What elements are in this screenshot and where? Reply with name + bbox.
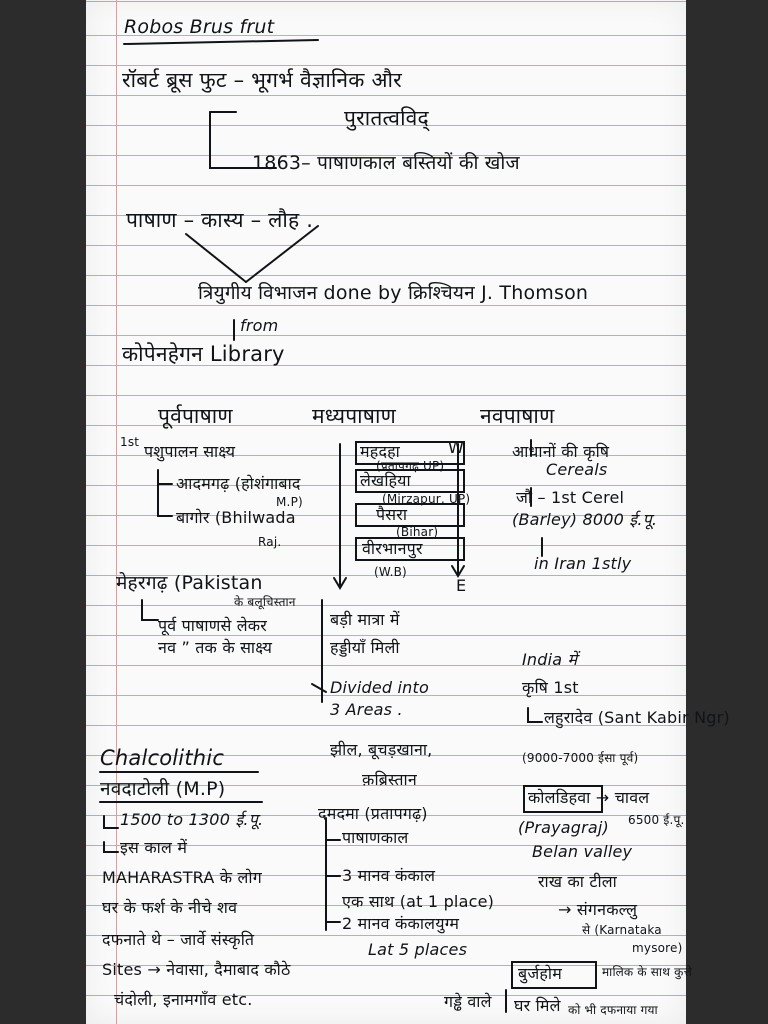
india-line-1: India में [522, 650, 578, 669]
burzahom-line-5: को भी दफनाया गया [568, 1003, 658, 1017]
madhya-site-3-note: (Bihar) [396, 525, 439, 539]
burzahom-line-1: बुर्जहोम [518, 964, 563, 983]
koldihwa-line-3: (Prayagraj) [518, 818, 609, 837]
india-line-2: कृषि 1st [522, 678, 579, 697]
mehrgarh-line-4: नव ” तक के साक्ष्य [158, 638, 273, 657]
nav-line-4: (Barley) 8000 ई.पू. [512, 510, 658, 529]
purv-bracket [158, 470, 172, 516]
mehrgarh-line-1: मेहरगढ़ (Pakistan [116, 572, 263, 594]
damdama-line-3: 3 मानव कंकाल [342, 866, 436, 885]
purv-heading: पशुपालन साक्ष्य [144, 442, 236, 461]
madhya-w-label: W [448, 438, 465, 457]
damdama-line-4: एक साथ (at 1 place) [342, 892, 495, 911]
tri-division: त्रियुगीय विभाजन done by क्रिश्चियन J. Thomson [198, 282, 589, 304]
chalco-arrow-2 [104, 842, 118, 852]
chalco-line-3: 1500 to 1300 ई.पू. [120, 810, 264, 829]
madhya-site-3: पैसरा [376, 505, 408, 524]
chalco-line-5: MAHARASTRA के लोग [102, 868, 262, 887]
madhya-site-4-note: (W.B) [374, 565, 407, 579]
middle-line-5: झील, बूचड़खाना, [330, 740, 433, 759]
india-line-3: लहुरादेव (Sant Kabir Ngr) [544, 708, 730, 727]
page-title: Robos Brus frut [124, 16, 275, 38]
damdama-line-2: पाषाणकाल [342, 828, 409, 847]
koldihwa-line-8: mysore) [632, 941, 683, 955]
burzahom-line-4: घर मिले [514, 996, 561, 1015]
notebook-page [86, 0, 730, 1024]
intro-line-2: पुरातत्वविद् [344, 106, 429, 130]
middle-line-1: बड़ी मात्रा में [330, 610, 400, 629]
mehrgarh-line-3: पूर्व पाषाणसे लेकर [158, 616, 268, 635]
india-arrow [528, 708, 542, 722]
madhya-box-3 [356, 504, 464, 526]
chalco-line-9: चंदोली, इनामगाँव etc. [114, 990, 253, 1009]
header-madhya-pashan: मध्यपाषाण [312, 404, 396, 428]
nav-line-1: आधानों की कृषि [512, 442, 610, 461]
middle-line-4: 3 Areas . [330, 700, 403, 719]
madhya-site-1: महदहा [360, 442, 401, 461]
chalco-line-1: Chalcolithic [100, 746, 225, 770]
header-nav-pashan: नवपाषाण [480, 404, 555, 428]
nav-line-3: जौं – 1st Cerel [516, 488, 625, 507]
intro-line-3: 1863– पाषाणकाल बस्तियों की खोज [252, 152, 520, 174]
india-line-4: (9000-7000 ईसा पूर्व) [522, 751, 639, 765]
purv-site-2: बागोर (Bhilwada [176, 508, 296, 527]
purv-marker: 1st [120, 435, 140, 449]
madhya-site-2: लेखहिया [360, 471, 411, 490]
damdama-line-5: 2 मानव कंकालयुग्म [342, 914, 460, 933]
chalco-line-6: घर के फर्श के नीचे शव [102, 898, 238, 917]
madhya-site-2-note: (Mirzapur, UP) [382, 492, 471, 506]
koldihwa-line-4: Belan valley [532, 842, 633, 861]
burzahom-line-2: मालिक के साथ कुत्ते [602, 965, 692, 979]
header-purv-pashan: पूर्वपाषाण [158, 404, 233, 428]
nav-line-2: Cereals [546, 460, 608, 479]
burzahom-line-3: गड्ढे वाले [444, 992, 492, 1011]
copenhagen-library: कोपेनहेगन Library [122, 342, 285, 366]
chalco-line-4: इस काल में [120, 838, 188, 857]
ages-line-right [246, 226, 318, 282]
koldihwa-line-5: राख का टीला [538, 872, 617, 891]
nav-line-5: in Iran 1stly [534, 554, 632, 573]
mehrgarh-bracket [142, 600, 158, 620]
madhya-e-label: E [456, 576, 467, 595]
three-ages: पाषाण – कास्य – लौह . [126, 208, 314, 232]
middle-line-6: क़ब्रिस्तान [362, 770, 417, 789]
purv-site-1-note: M.P) [276, 495, 303, 509]
chalco-line-8: Sites → नेवासा, दैमाबाद कौठे [102, 960, 291, 979]
koldihwa-line-6: → संगनकल्लु [558, 900, 638, 919]
middle-arrow [312, 684, 326, 692]
intro-line-1: रॉबर्ट ब्रूस फुट – भूगर्भ वैज्ञानिक और [122, 68, 402, 92]
koldihwa-line-2: 6500 ई.पू. [628, 813, 685, 827]
mehrgarh-line-2: के बलूचिस्तान [234, 595, 296, 609]
ages-line-left [186, 234, 246, 282]
damdama-line-1: दमदमा (प्रतापगढ़) [318, 804, 428, 823]
from-label: from [240, 316, 279, 335]
damdama-line-6: Lat 5 places [368, 940, 468, 959]
madhya-site-4: वीरभानपुर [362, 539, 423, 558]
koldihwa-line-1: कोलडिहवा → चावल [528, 788, 650, 807]
madhya-site-1-note: (प्रतापगढ़ UP) [376, 459, 445, 473]
purv-site-1: आदमगढ़ (होशंगाबाद [176, 474, 301, 493]
chalco-line-2: नवदाटोली (M.P) [100, 778, 226, 800]
middle-line-3: Divided into [330, 678, 429, 697]
chalco-arrow-1 [104, 816, 118, 828]
title-underline [124, 40, 318, 44]
chalco-line-7: दफनाते थे – जार्वे संस्कृति [102, 930, 255, 949]
koldihwa-line-7: से (Karnataka [582, 923, 662, 937]
middle-line-2: हड्डीयाँ मिली [330, 638, 400, 657]
purv-site-2-note: Raj. [258, 535, 282, 549]
